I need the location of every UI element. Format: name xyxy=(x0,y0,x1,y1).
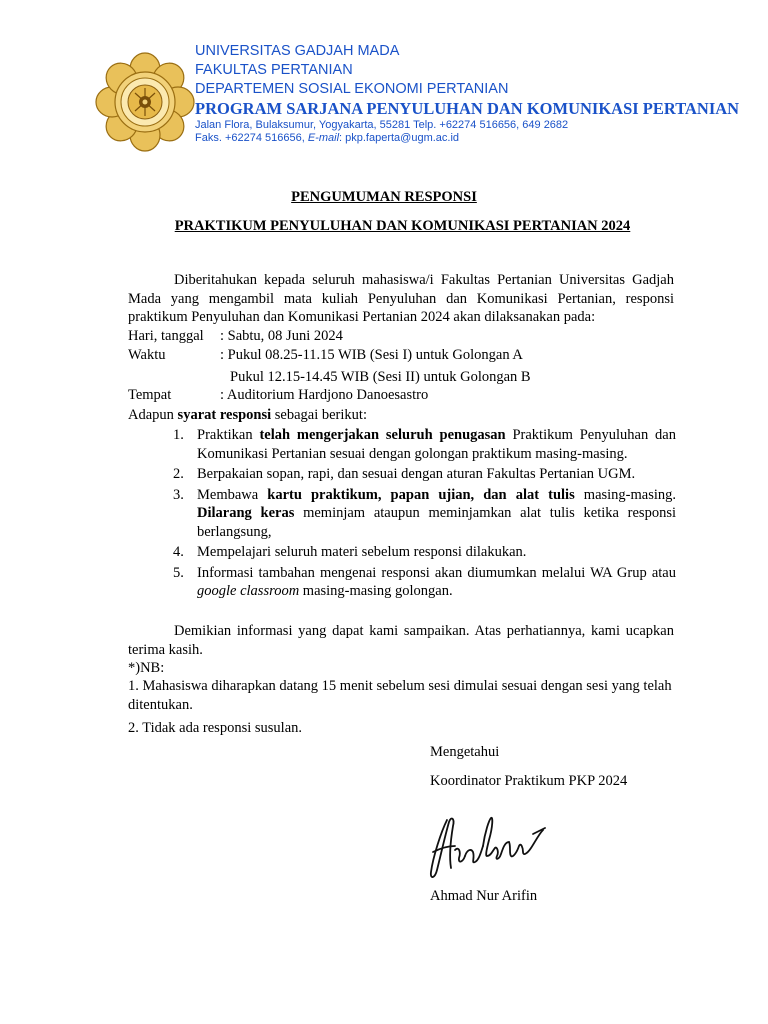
address-line: Jalan Flora, Bulaksumur, Yogyakarta, 55281 Telp. +62274 516656, 649 2682 xyxy=(195,119,569,131)
faculty-name: FAKULTAS PERTANIAN xyxy=(195,62,353,78)
ugm-seal-icon xyxy=(95,52,195,152)
rule-text: meminjam ataupun meminjamkan alat tulis ketika responsi berlangsung, xyxy=(197,505,676,540)
requirements-bold: syarat responsi xyxy=(177,407,272,423)
list-number: 4. xyxy=(173,544,184,560)
handwritten-signature-icon xyxy=(425,812,550,887)
closing-paragraph: Demikian informasi yang dapat kami sampaikan. Atas perhatiannya, kami ucapkan terima kasih. xyxy=(128,623,674,658)
rule-text: Mempelajari seluruh materi sebelum responsi dilakukan. xyxy=(197,544,527,560)
rule-text: masing-masing. xyxy=(574,486,677,503)
coordinator-role: Koordinator Praktikum PKP 2024 xyxy=(430,773,628,789)
fax-text: Faks. +62274 516656, xyxy=(195,132,308,144)
place-label: Tempat xyxy=(128,387,172,403)
list-number: 1. xyxy=(173,427,184,443)
list-item xyxy=(128,486,676,542)
announcement-title: PENGUMUMAN RESPONSI xyxy=(291,189,477,205)
email-text: : pkp.faperta@ugm.ac.id xyxy=(339,132,460,144)
acknowledged-label: Mengetahui xyxy=(430,744,500,760)
rule-bold: kartu praktikum, papan ujian, dan alat tulis xyxy=(267,486,575,503)
rule-text: Informasi tambahan mengenai responsi akan diumumkan melalui WA Grup atau xyxy=(197,564,676,581)
program-name: PROGRAM SARJANA PENYULUHAN DAN KOMUNIKASI PERTANIAN xyxy=(195,99,740,118)
rule-text: Membawa xyxy=(197,486,268,503)
time-value-2: Pukul 12.15-14.45 WIB (Sesi II) untuk Golongan B xyxy=(230,369,531,385)
time-label: Waktu xyxy=(128,347,166,363)
letterhead xyxy=(195,42,755,144)
time-value-1: : Pukul 08.25-11.15 WIB (Sesi I) untuk Golongan A xyxy=(220,347,523,363)
requirements-pre: Adapun xyxy=(128,407,178,423)
time-row-2 xyxy=(230,368,531,387)
announcement-subtitle: PRAKTIKUM PENYULUHAN DAN KOMUNIKASI PERTANIAN 2024 xyxy=(174,218,631,234)
rule-text: masing-masing golongan. xyxy=(299,583,453,599)
list-item xyxy=(128,426,676,463)
note-item-2: 2. Tidak ada responsi susulan. xyxy=(128,720,302,736)
time-row xyxy=(128,346,523,365)
requirements-intro xyxy=(128,406,367,425)
list-number: 5. xyxy=(173,564,184,581)
date-row xyxy=(128,327,343,346)
date-value: : Sabtu, 08 Juni 2024 xyxy=(220,328,343,344)
intro-paragraph: Diberitahukan kepada seluruh mahasiswa/i Fakultas Pertanian Universitas Gadjah Mada yang mengambil mata kuliah Penyuluhan dan Komunikasi Pertanian, responsi praktikum Penyuluhan dan Komunikasi Pertanian 2024 akan dilaksanakan pada: xyxy=(128,272,674,325)
place-value: : Auditorium Hardjono Danoesastro xyxy=(220,387,429,403)
place-row xyxy=(128,386,428,405)
date-label: Hari, tanggal xyxy=(128,328,204,344)
department-name: DEPARTEMEN SOSIAL EKONOMI PERTANIAN xyxy=(195,81,509,97)
list-number: 2. xyxy=(173,466,184,482)
rule-bold: telah mengerjakan seluruh penugasan xyxy=(259,427,506,443)
list-item xyxy=(128,564,676,601)
rule-text: Berpakaian sopan, rapi, dan sesuai dengan aturan Fakultas Pertanian UGM. xyxy=(197,466,636,482)
rule-text: Praktikum Penyuluhan dan Komunikasi Pertanian sesuai dengan golongan praktikum masing-masing. xyxy=(197,427,676,462)
university-name: UNIVERSITAS GADJAH MADA xyxy=(195,43,400,59)
requirements-post: sebagai berikut: xyxy=(271,407,367,423)
contact-line xyxy=(195,132,755,144)
note-item-1: 1. Mahasiswa diharapkan datang 15 menit sebelum sesi dimulai sesuai dengan sesi yang telah ditentukan. xyxy=(128,678,672,713)
rule-italic: google classroom xyxy=(197,583,300,599)
list-item xyxy=(128,465,676,484)
rule-text: Praktikan xyxy=(197,427,260,443)
notes-label: *)NB: xyxy=(128,660,165,676)
list-number: 3. xyxy=(173,486,184,503)
email-label: E-mail xyxy=(307,132,340,144)
coordinator-name: Ahmad Nur Arifin xyxy=(430,888,538,904)
rule-bold: Dilarang keras xyxy=(197,505,295,521)
list-item xyxy=(128,543,676,562)
requirements-list xyxy=(128,426,676,601)
